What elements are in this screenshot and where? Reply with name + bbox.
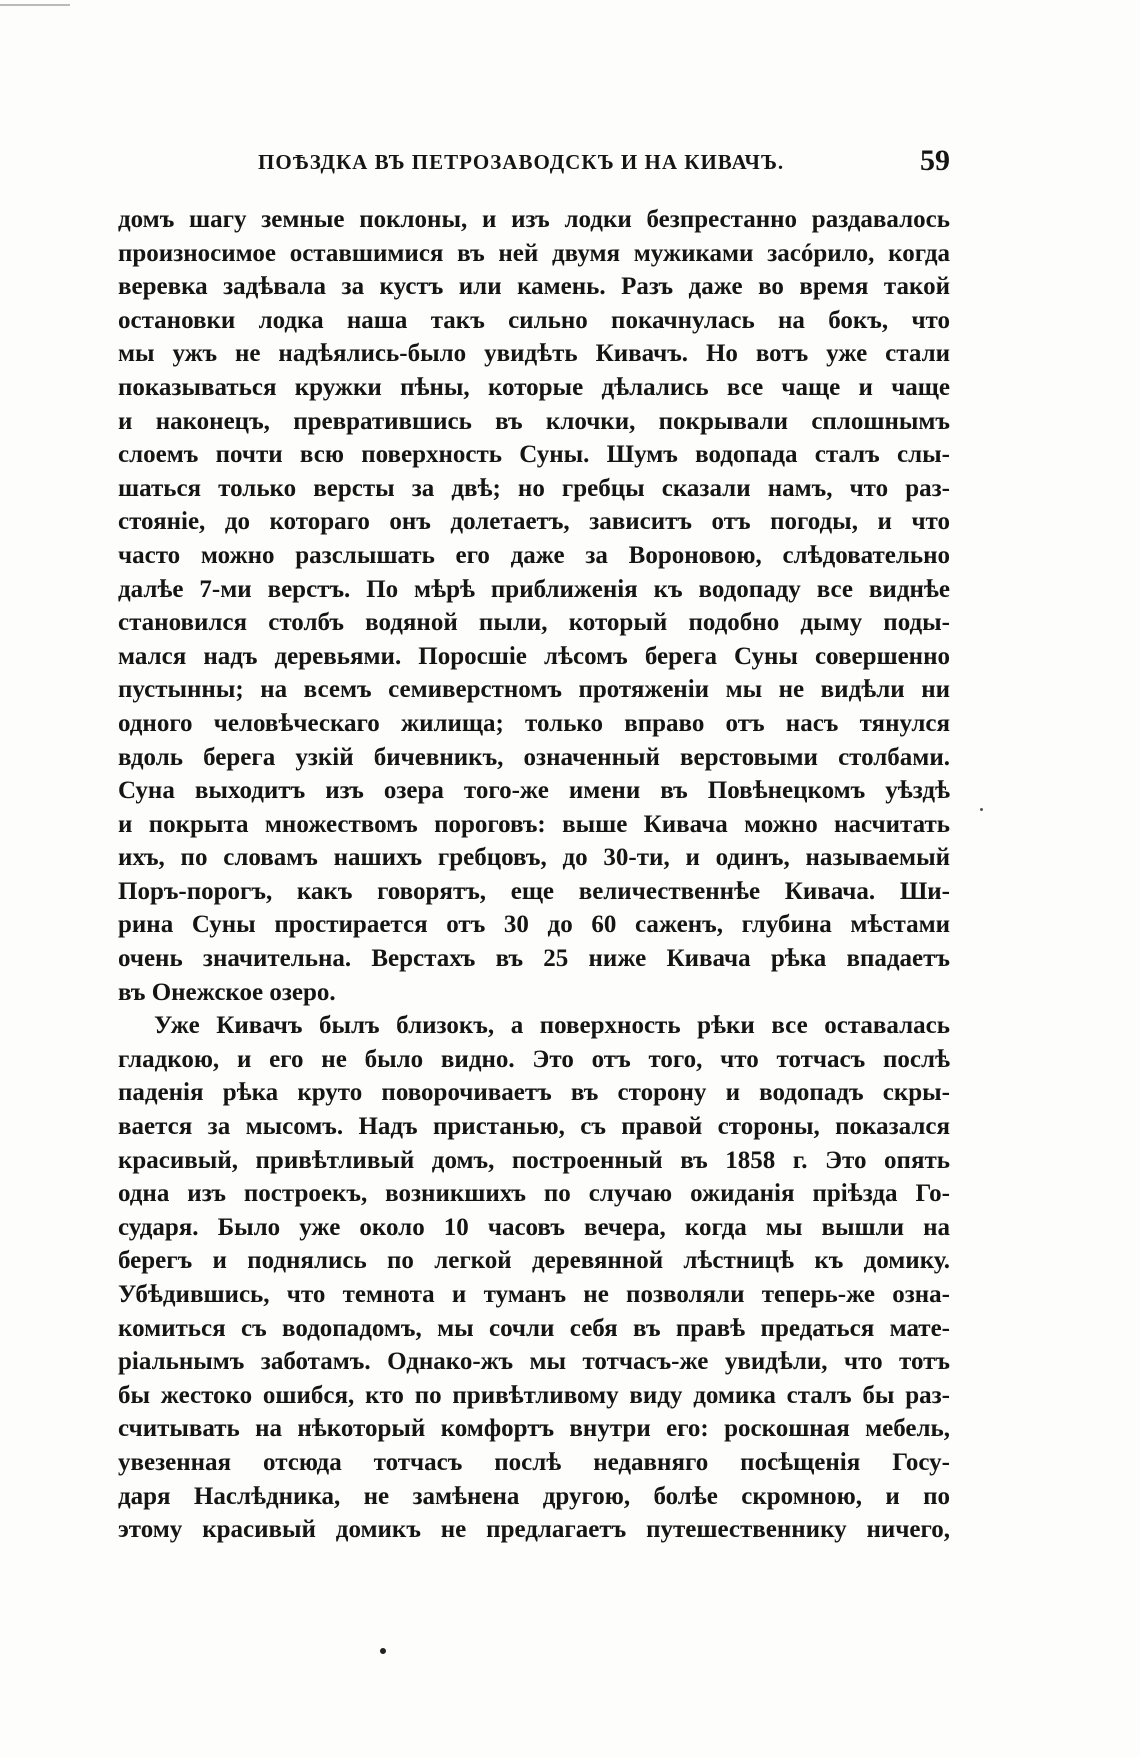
text-line: слоемъ почти всю поверхность Суны. Шумъ водопада сталъ слы- [118,441,950,469]
text-line: Уже Кивачъ былъ близокъ, а поверхность рѣки все оставалась [154,1012,950,1040]
text-line: бы жестоко ошибся, кто по привѣтливому виду домика сталъ бы раз- [118,1381,950,1409]
text-line: одного человѣческаго жилища; только вправо отъ насъ тянулся [118,709,950,737]
text-line: ріальнымъ заботамъ. Однако-жъ мы тотчасъ-же увидѣли, что тотъ [118,1348,950,1376]
body-text [118,203,950,1547]
text-line: Поръ-порогъ, какъ говорятъ, еще величественнѣе Кивача. Ши- [118,877,950,905]
text-line: веревка задѣвала за кустъ или камень. Разъ даже во время такой [118,273,950,301]
text-line: и покрыта множествомъ пороговъ: выше Кивача можно насчитать [118,810,950,838]
text-line: гладкою, и его не было видно. Это отъ того, что тотчасъ послѣ [118,1045,950,1073]
text-line: вдоль берега узкій бичевникъ, означенный верстовыми столбами. [118,743,950,771]
text-line: и наконецъ, превратившись въ клочки, покрывали сплошнымъ [118,407,950,435]
page-number: 59 [920,144,950,177]
scan-speck [380,1648,386,1654]
text-line: одна изъ построекъ, возникшихъ по случаю ожиданія пріѣзда Го- [118,1180,950,1208]
paragraph-1 [118,203,950,1009]
text-line: этому красивый домикъ не предлагаетъ путешественнику ничего, [118,1516,950,1544]
text-line: ихъ, по словамъ нашихъ гребцовъ, до 30-ти, и одинъ, называемый [118,844,950,872]
text-line: домъ шагу земные поклоны, и изъ лодки безпрестанно раздавалось [118,206,950,233]
text-line: часто можно разслышать его даже за Вороновою, слѣдовательно [118,541,950,569]
text-line: рина Суны простирается отъ 30 до 60 саженъ, глубина мѣстами [118,911,950,939]
text-line: считывать на нѣкоторый комфортъ внутри его: роскошная мебель, [118,1415,950,1443]
page-header [118,144,950,188]
running-title: ПОѢЗДКА ВЪ ПЕТРОЗАВОДСКЪ И НА КИВАЧЪ. [258,150,785,174]
text-line: паденія рѣка круто поворочиваетъ въ сторону и водопадъ скры- [118,1079,950,1107]
text-line: мался надъ деревьями. Поросшіе лѣсомъ берега Суны совершенно [118,642,950,670]
text-line: вается за мысомъ. Надъ пристанью, съ правой стороны, показался [118,1113,950,1141]
text-line: Убѣдившись, что темнота и туманъ не позволяли теперь-же озна- [118,1281,950,1308]
text-line: показываться кружки пѣны, которые дѣлались все чаще и чаще [118,373,950,401]
text-line: остановки лодка наша такъ сильно покачнулась на бокъ, что [118,306,950,334]
text-line: мы ужъ не надѣялись-было увидѣть Кивачъ. Но вотъ уже стали [118,340,950,368]
text-line: далѣе 7-ми верстъ. По мѣрѣ приближенія къ водопаду все виднѣе [118,575,950,603]
text-line: произносимое оставшимися въ ней двумя мужиками засóрило, когда [118,239,950,267]
text-line: становился столбъ водяной пыли, который подобно дыму поды- [118,609,950,637]
text-line: пустынны; на всемъ семиверстномъ протяженіи мы не видѣли ни [118,676,950,704]
text-line: красивый, привѣтливый домъ, построенный въ 1858 г. Это опять [118,1146,950,1174]
text-line: шаться только версты за двѣ; но гребцы сказали намъ, что раз- [118,474,950,502]
paragraph-2 [118,1009,950,1547]
text-line: даря Наслѣдника, не замѣнена другою, болѣе скромною, и по [118,1482,950,1510]
scan-speck [980,808,983,811]
text-line: увезенная отсюда тотчасъ послѣ недавняго посѣщенія Госу- [118,1448,950,1476]
text-line: сударя. Было уже около 10 часовъ вечера, когда мы вышли на [118,1213,950,1241]
text-line: въ Онежское озеро. [118,978,336,1006]
text-line: комиться съ водопадомъ, мы сочли себя въ правѣ предаться мате- [118,1314,950,1342]
text-line: очень значительна. Верстахъ въ 25 ниже Кивача рѣка впадаетъ [118,945,950,973]
text-line: берегъ и поднялись по легкой деревянной лѣстницѣ къ домику. [118,1247,950,1275]
text-line: стояніе, до котораго онъ долетаетъ, зависитъ отъ погоды, и что [118,508,950,536]
text-line: Суна выходитъ изъ озера того-же имени въ Повѣнецкомъ уѣздѣ [118,777,950,805]
scan-corner-mark [0,4,70,6]
